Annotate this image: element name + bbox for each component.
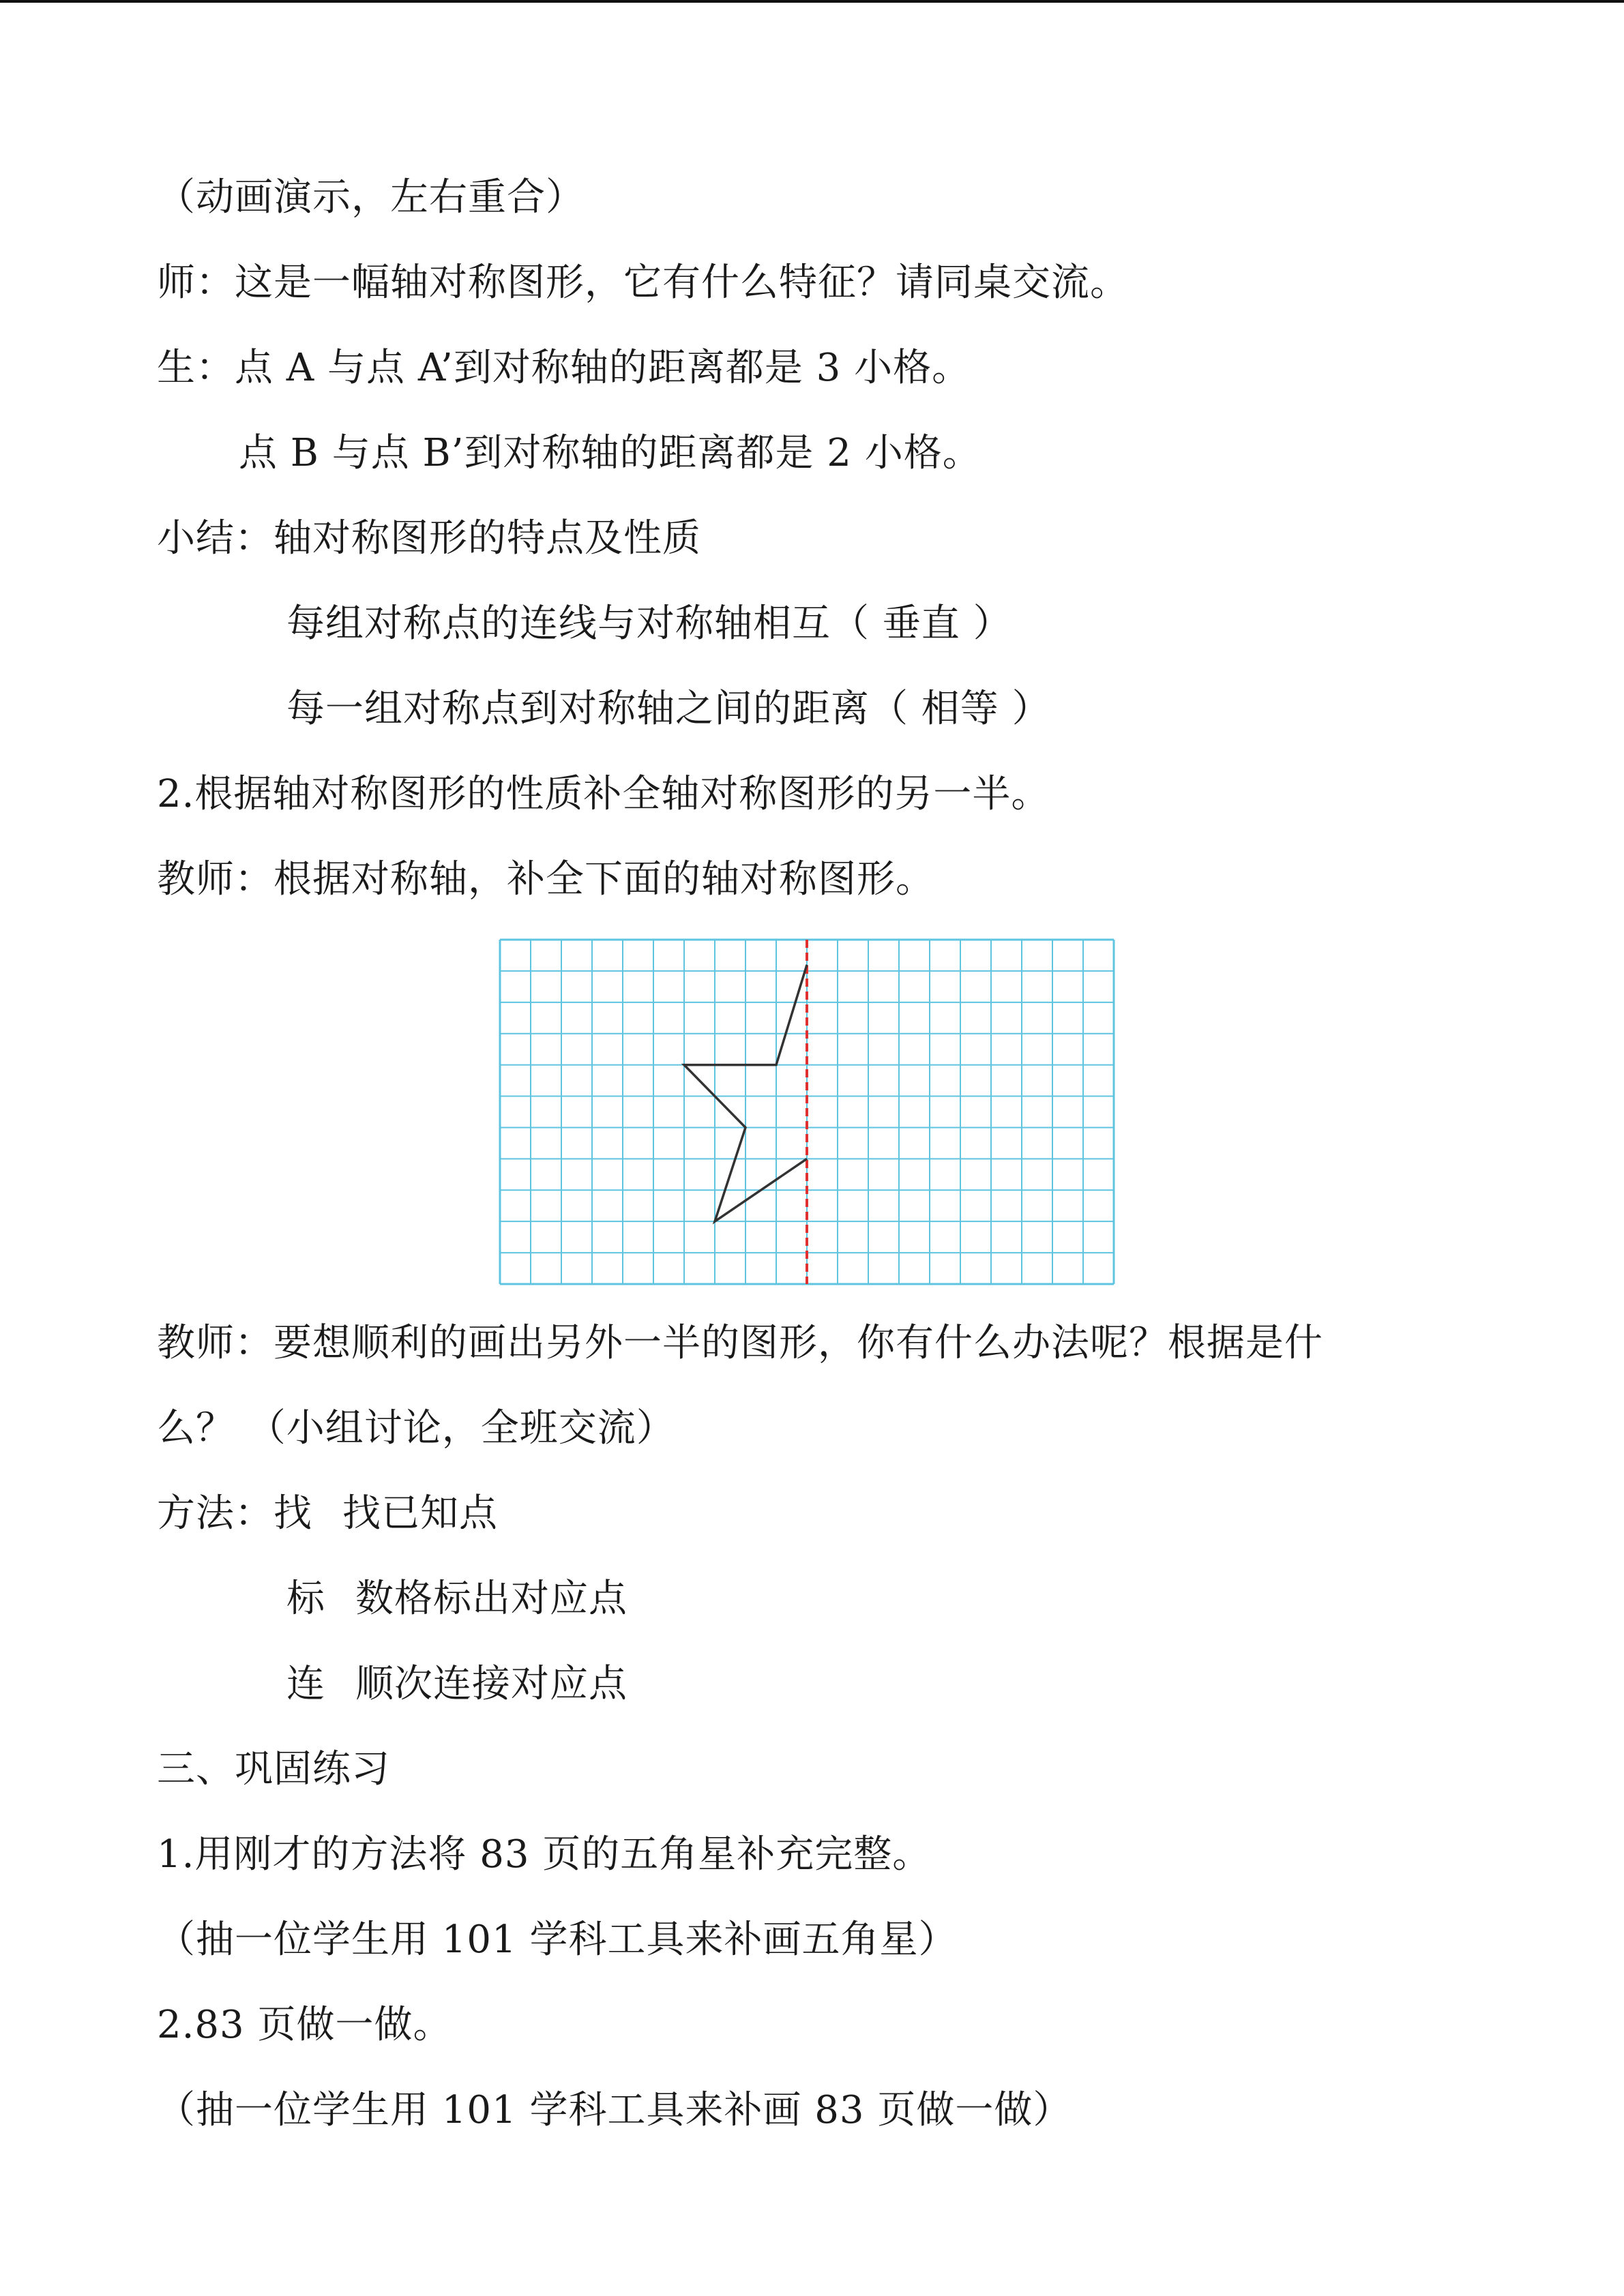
- grid-svg: [497, 938, 1117, 1286]
- summary-point-1: 每组对称点的连线与对称轴相互（ 垂直 ）: [286, 601, 1012, 646]
- method-row-3: [286, 1660, 628, 1708]
- method-1-key: 找: [274, 1491, 312, 1536]
- method-3-text: 顺次连接对应点: [355, 1662, 628, 1706]
- method-row-2: [286, 1575, 628, 1623]
- teacher-question-1: 师：这是一幅轴对称图形，它有什么特征？请同桌交流。: [157, 260, 1129, 305]
- student-answer-1: 生：点 A 与点 A’到对称轴的距离都是 3 小格。: [157, 346, 971, 390]
- teacher-question-2-line1: 教师：要想顺利的画出另外一半的图形，你有什么办法呢？根据是什: [157, 1321, 1323, 1365]
- teacher-question-2-line2: 么？ （小组讨论，全班交流）: [157, 1406, 675, 1450]
- method-row-1: [157, 1490, 498, 1538]
- method-2-text: 数格标出对应点: [355, 1577, 628, 1621]
- summary-point-2: 每一组对称点到对称轴之间的距离（ 相等 ）: [286, 687, 1051, 731]
- teacher-instruction: 教师：根据对称轴，补全下面的轴对称图形。: [157, 857, 934, 901]
- method-3-key: 连: [286, 1662, 325, 1706]
- method-label: 方法：: [157, 1491, 274, 1536]
- symmetry-grid-figure: [497, 938, 1117, 1286]
- practice-item-2-note: （抽一位学生用 101 学科工具来补画 83 页做一做）: [157, 2088, 1072, 2132]
- method-2-key: 标: [286, 1577, 325, 1621]
- student-answer-2: 点 B 与点 B’到对称轴的距离都是 2 小格。: [239, 431, 981, 475]
- animation-note: （动画演示，左右重合）: [157, 175, 585, 220]
- practice-heading: 三、巩固练习: [157, 1747, 390, 1791]
- practice-item-1-note: （抽一位学生用 101 学科工具来补画五角星）: [157, 1918, 958, 1962]
- practice-item-1: 1.用刚才的方法将 83 页的五角星补充完整。: [157, 1832, 932, 1877]
- section-2-heading: 2.根据轴对称图形的性质补全轴对称图形的另一半。: [157, 772, 1050, 816]
- practice-item-2: 2.83 页做一做。: [157, 2003, 452, 2047]
- summary-title: 小结：轴对称图形的特点及性质: [157, 516, 701, 561]
- method-1-text: 找已知点: [342, 1491, 498, 1536]
